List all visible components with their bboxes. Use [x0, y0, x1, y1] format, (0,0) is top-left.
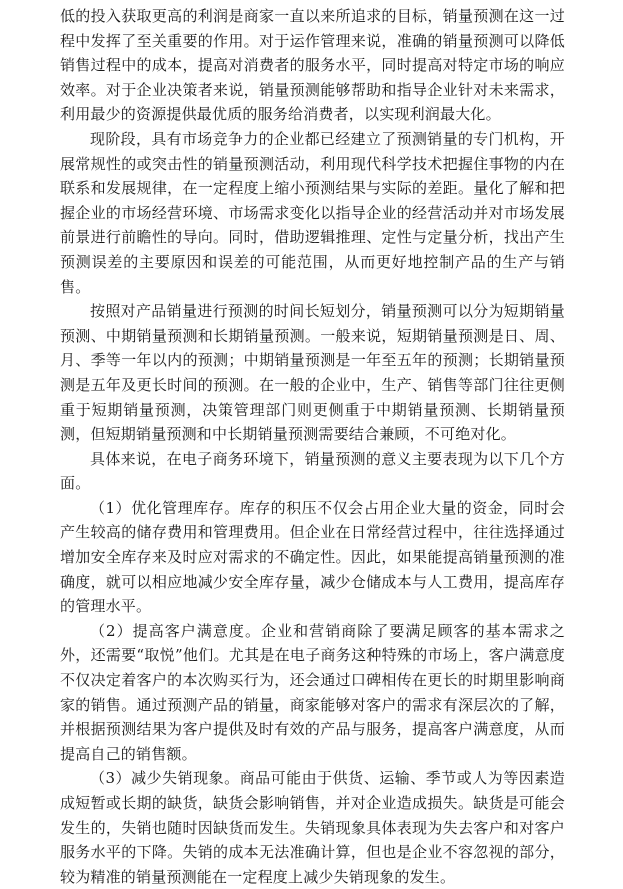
paragraph-forecast-agencies: 现阶段，具有市场竞争力的企业都已经建立了预测销量的专门机构，开展常规性的或突击性的销量预测活动，利用现代科学技术把握住事物的内在联系和发展规律，在一定程度上缩小预测结果与实际的差距。量化了解和把握企业的市场经营环境、市场需求变化以指导企业的经营活动并对市场发展前景进行前瞻性的导向。同时，借助逻辑推理、定性与定量分析，找出产生预测误差的主要原因和误差的可能范围，从而更好地控制产品的生产与销售。 [60, 129, 565, 296]
paragraph-intro: 低的投入获取更高的利润是商家一直以来所追求的目标，销量预测在这一过程中发挥了至关重要的作用。对于运作管理来说，准确的销量预测可以降低销售过程中的成本，提高对消费者的服务水平，同时提高对特定市场的响应效率。对于企业决策者来说，销量预测能够帮助和指导企业针对未来需求，利用最少的资源提供最优质的服务给消费者，以实现利润最大化。 [60, 7, 565, 124]
paragraph-customer-satisfaction: （2）提高客户满意度。企业和营销商除了要满足顾客的基本需求之外，还需要“取悦”他们。尤其是在电子商务这种特殊的市场上，客户满意度不仅决定着客户的本次购买行为，还会通过口碑相传在更长的时期里影响商家的销售。通过预测产品的销量，商家能够对客户的需求有深层次的了解，并根据预测结果为客户提供及时有效的产品与服务，提高客户满意度，从而提高自己的销售额。 [60, 621, 565, 763]
paragraph-lost-sales: （3）减少失销现象。商品可能由于供货、运输、季节或人为等因素造成短暂或长期的缺货，缺货会影响销售，并对企业造成损失。缺货是可能会发生的，失销也随时因缺货而发生。失销现象具体表现为失去客户和对客户服务水平的下降。失销的成本无法准确计算，但也是企业不容忽视的部分，较为精准的销量预测能在一定程度上减少失销现象的发生。 [60, 769, 565, 886]
paragraph-forecast-periods: 按照对产品销量进行预测的时间长短划分，销量预测可以分为短期销量预测、中期销量预测和长期销量预测。一般来说，短期销量预测是日、周、月、季等一年以内的预测；中期销量预测是一年至五年的预测；长期销量预测是五年及更长时间的预测。在一般的企业中，生产、销售等部门往往更侧重于短期销量预测，决策管理部门则更侧重于中期销量预测、长期销量预测，但短期销量预测和中长期销量预测需要结合兼顾，不可绝对化。 [60, 302, 565, 444]
paragraph-significance-intro: 具体来说，在电子商务环境下，销量预测的意义主要表现为以下几个方面。 [60, 449, 565, 493]
paragraph-inventory: （1）优化管理库存。库存的积压不仅会占用企业大量的资金，同时会产生较高的储存费用和管理费用。但企业在日常经营过程中，往往选择通过增加安全库存来及时应对需求的不确定性。因此，如果能提高销量预测的准确度，就可以相应地减少安全库存量，减少仓储成本与人工费用，提高库存的管理水平。 [60, 498, 565, 616]
